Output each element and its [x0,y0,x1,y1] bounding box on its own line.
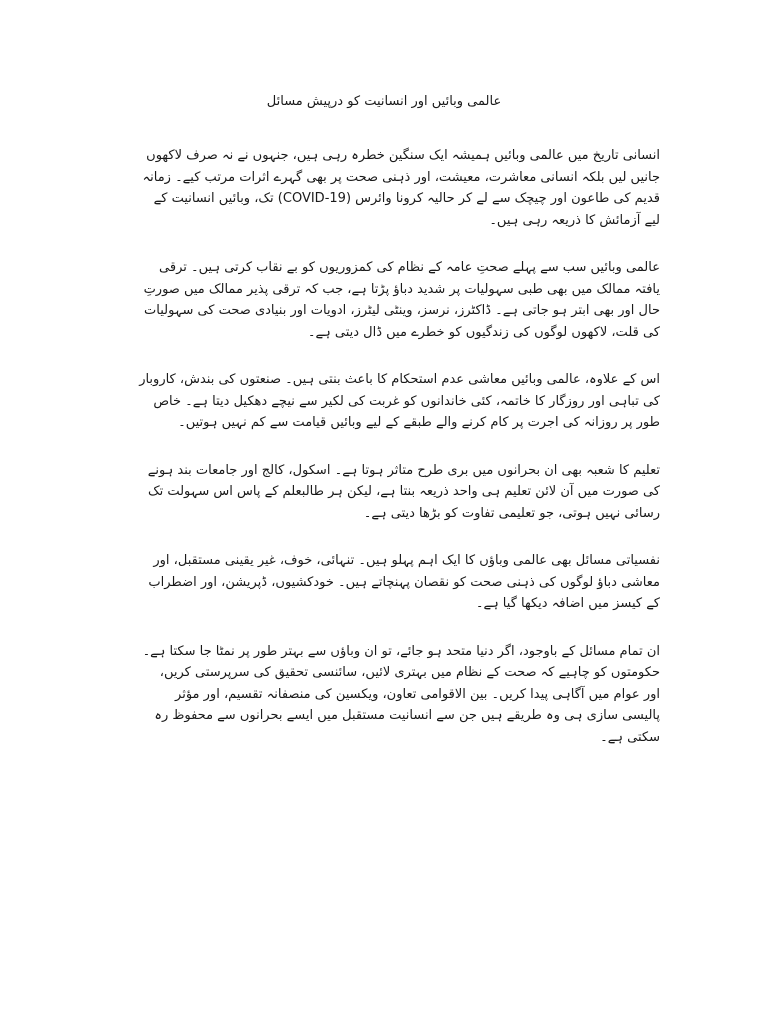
paragraph-conclusion: ان تمام مسائل کے باوجود، اگر دنیا متحد ہو جائے، تو ان وباؤں سے بہتر طور پر نمٹا جا سکتا ہے۔ حکومتوں کو چاہیے کہ صحت کے نظام میں بہتری لائیں، سائنسی تحقیق کی سرپرستی کریں، اور عوام میں آگاہی پیدا کریں۔ بین الاقوامی تعاون، ویکسین کی منصفانہ تقسیم، اور مؤثر پالیسی سازی ہی وہ طریقے ہیں جن سے انسانیت مستقبل میں ایسے بحرانوں سے محفوظ رہ سکتی ہے۔ [142,643,660,745]
paragraph-health-systems: عالمی وبائیں سب سے پہلے صحتِ عامہ کے نظام کی کمزوریوں کو بے نقاب کرتی ہیں۔ ترقی یافتہ ممالک میں بھی طبی سہولیات پر شدید دباؤ پڑتا ہے، جب کہ ترقی پذیر ممالک میں صورتِ حال اور بھی ابتر ہو جاتی ہے۔ ڈاکٹرز، نرسز، وینٹی لیٹرز، ادویات اور بنیادی صحت کی سہولیات کی قلت، لاکھوں لوگوں کی زندگیوں کو خطرے میں ڈال دیتی ہے۔ [143,260,660,340]
paragraph-economy: اس کے علاوہ، عالمی وبائیں معاشی عدم استحکام کا باعث بنتی ہیں۔ صنعتوں کی بندش، کاروبار کی تباہی اور روزگار کا خاتمہ، کئی خاندانوں کو غربت کی لکیر سے نیچے دھکیل دیتا ہے۔ خاص طور پر روزانہ کی اجرت پر کام کرنے والے طبقے کے لیے وبائیں قیامت سے کم نہیں ہوتیں۔ [139,372,660,430]
document-title: عالمی وبائیں اور انسانیت کو درپیش مسائل [266,94,502,109]
paragraph-intro: انسانی تاریخ میں عالمی وبائیں ہمیشہ ایک سنگین خطرہ رہی ہیں، جنہوں نے نہ صرف لاکھوں جانیں لیں بلکہ انسانی معاشرت، معیشت، اور ذہنی صحت پر بھی گہرے اثرات مرتب کیے۔ زمانہ قدیم کی طاعون اور چیچک سے لے کر حالیہ کرونا وائرس (COVID-19) تک، وبائیں انسانیت کے لیے آزمائش کا ذریعہ رہی ہیں۔ [142,148,660,228]
paragraph-psychology: نفسیاتی مسائل بھی عالمی وباؤں کا ایک اہم پہلو ہیں۔ تنہائی، خوف، غیر یقینی مستقبل، اور معاشی دباؤ لوگوں کی ذہنی صحت کو نقصان پہنچاتے ہیں۔ خودکشیوں، ڈپریشن، اور اضطراب کے کیسز میں اضافہ دیکھا گیا ہے۔ [148,553,660,611]
paragraph-education: تعلیم کا شعبہ بھی ان بحرانوں میں بری طرح متاثر ہوتا ہے۔ اسکول، کالج اور جامعات بند ہونے کی صورت میں آن لائن تعلیم ہی واحد ذریعہ بنتا ہے، لیکن ہر طالبعلم کے پاس اس سہولت تک رسائی نہیں ہوتی، جو تعلیمی تفاوت کو بڑھا دیتی ہے۔ [147,462,660,521]
document-body [108,145,660,774]
